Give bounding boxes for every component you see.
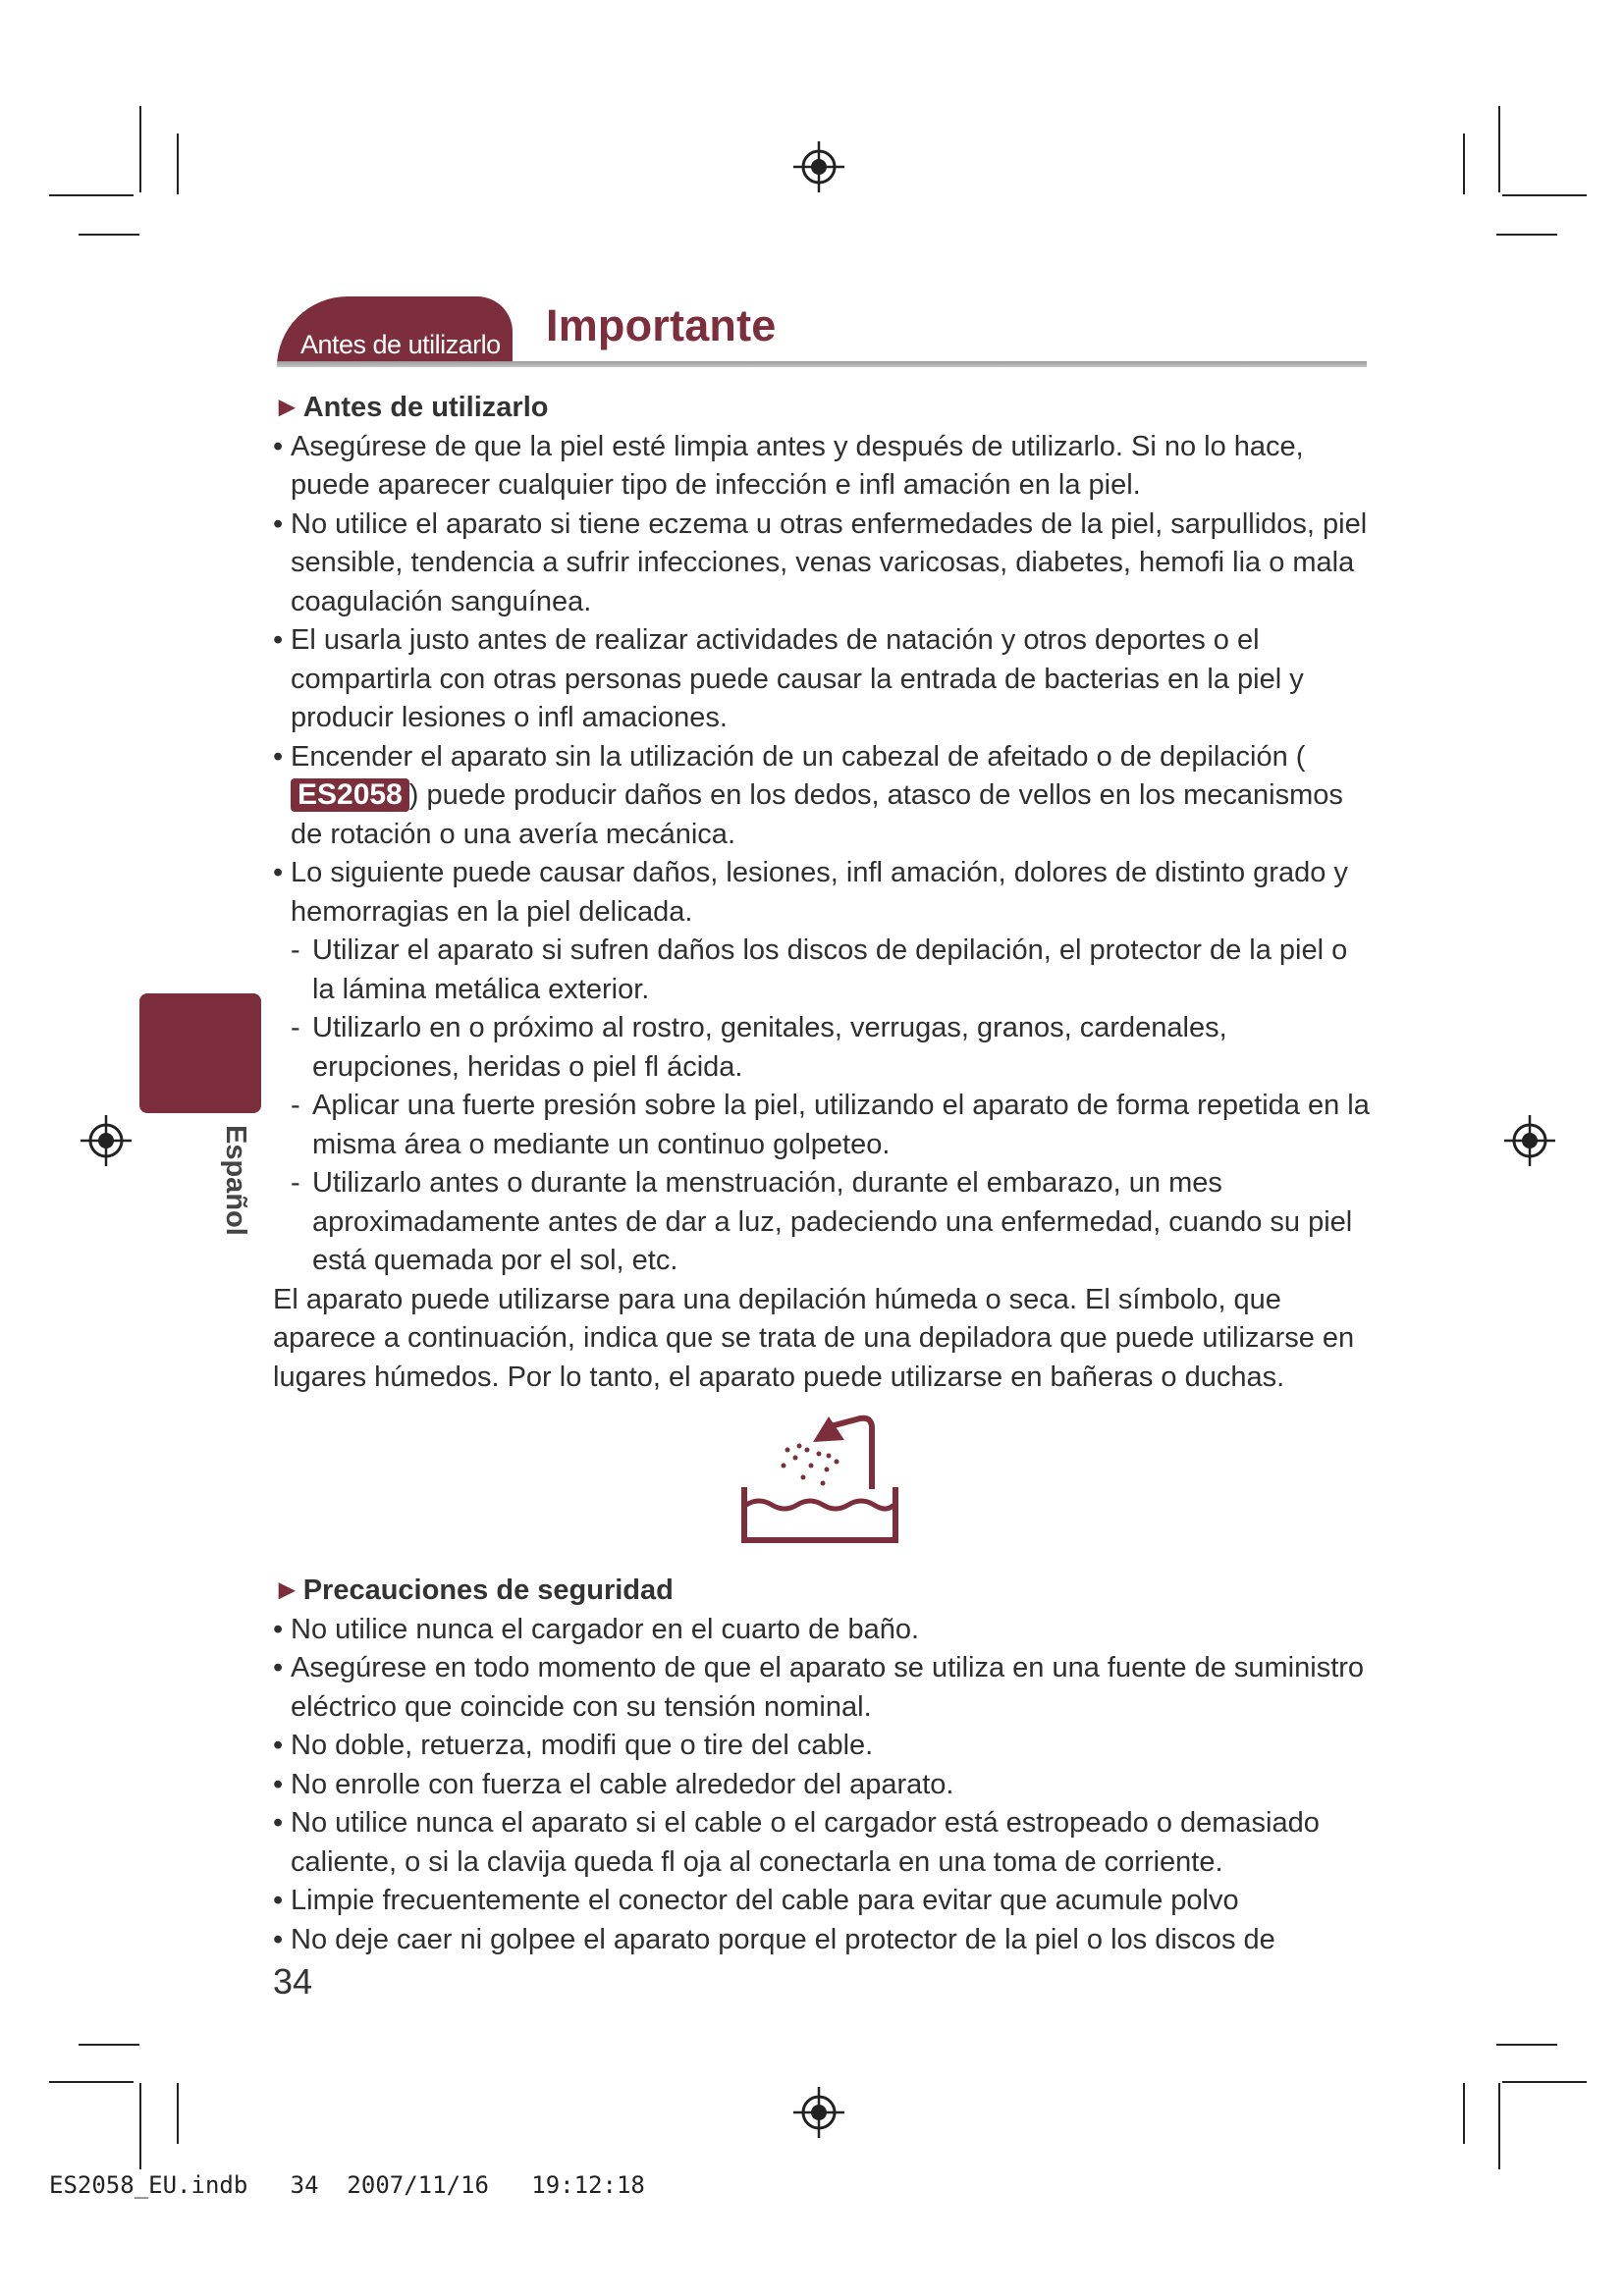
list-item: • Encender el aparato sin la utilización de un cabezal de afeitado o de depilación (ES2058 ) puede producir daños en los dedos, atasco de vellos en los mecanismos de rotación o una avería mecánica. — [273, 738, 1373, 855]
list-item: • Limpie frecuentemente el conector del cable para evitar que acumule polvo — [273, 1882, 1373, 1921]
crop-mark — [139, 2083, 141, 2169]
crop-mark — [1498, 2083, 1500, 2169]
language-label: Español — [220, 1125, 251, 1236]
list-item: • No utilice nunca el cargador en el cuarto de baño. — [273, 1611, 1373, 1650]
list-item: • Asegúrese de que la piel esté limpia antes y después de utilizarlo. Si no lo hace, puede aparecer cualquier tipo de infección e infl amación en la piel. — [273, 428, 1373, 506]
list-item: • No enrolle con fuerza el cable alrededor del aparato. — [273, 1766, 1373, 1805]
page-number: 34 — [273, 1961, 313, 2002]
list-item: • El usarla justo antes de realizar actividades de natación y otros deportes o el compartirla con otras personas puede causar la entrada de bacterias en la piel y producir lesiones o infl amaciones. — [273, 621, 1373, 738]
section-heading: ►Antes de utilizarlo — [273, 392, 549, 423]
language-tab — [139, 993, 261, 1113]
crop-mark — [1498, 106, 1500, 192]
crop-mark — [177, 2083, 179, 2144]
section-heading: ►Precauciones de seguridad — [273, 1575, 674, 1606]
list-item: • No doble, retuerza, modifi que o tire del cable. — [273, 1727, 1373, 1766]
list-item: • No utilice el aparato si tiene eczema u otras enfermedades de la piel, sarpullidos, piel sensible, tendencia a sufrir infecciones, venas varicosas, diabetes, hemofi lia o mala coagulación sanguínea. — [273, 506, 1373, 622]
list-item: • No deje caer ni golpee el aparato porque el protector de la piel o los discos de — [273, 1921, 1373, 1960]
triangle-bullet-icon: ► — [273, 1575, 301, 1606]
crop-mark — [49, 194, 134, 196]
sub-list-item: - Utilizarlo antes o durante la menstruación, durante el embarazo, un mes aproximadamente antes de dar a luz, padeciendo una enfermedad, cuando su piel está quemada por el sol, etc. — [273, 1164, 1373, 1281]
list-item: • No utilice nunca el aparato si el cable o el cargador está estropeado o demasiado caliente, o si la clavija queda fl oja al conectarla en una toma de corriente. — [273, 1804, 1373, 1882]
crop-mark — [1502, 194, 1587, 196]
crop-mark — [139, 106, 141, 192]
crop-mark — [1463, 133, 1465, 194]
shower-bath-icon — [734, 1411, 909, 1548]
crop-mark — [177, 133, 179, 194]
title-rule — [277, 361, 1367, 367]
sub-list-item: - Utilizarlo en o próximo al rostro, genitales, verrugas, granos, cardenales, erupciones, heridas o piel fl ácida. — [273, 1009, 1373, 1087]
registration-mark-icon — [1504, 1115, 1555, 1166]
registration-mark-icon — [793, 2087, 844, 2138]
section-tab-label: Antes de utilizarlo — [300, 330, 501, 359]
sub-list-item: - Utilizar el aparato si sufren daños los discos de depilación, el protector de la piel o la lámina metálica exterior. — [273, 932, 1373, 1009]
crop-mark — [79, 234, 139, 236]
model-badge: ES2058 — [291, 778, 409, 812]
shower-icon-container — [273, 1397, 1373, 1572]
crop-mark — [1502, 2081, 1587, 2083]
page-title: Importante — [546, 300, 777, 350]
crop-mark — [1463, 2083, 1465, 2144]
sub-list-item: - Aplicar una fuerte presión sobre la piel, utilizando el aparato de forma repetida en la misma área o mediante un continuo golpeteo. — [273, 1087, 1373, 1164]
crop-mark — [49, 2081, 134, 2083]
crop-mark — [79, 2044, 139, 2046]
paragraph: El aparato puede utilizarse para una depilación húmeda o seca. El símbolo, que aparece a continuación, indica que se trata de una depiladora que puede utilizarse en lugares húmedos. Por lo tanto, el aparato puede utilizarse en bañeras o duchas. — [273, 1283, 1355, 1393]
list-item: • Asegúrese en todo momento de que el aparato se utiliza en una fuente de suministro eléctrico que coincide con su tensión nominal. — [273, 1649, 1373, 1727]
main-content — [273, 389, 1373, 1959]
registration-mark-icon — [793, 141, 844, 192]
print-footer: ES2058_EU.indb 34 2007/11/16 19:12:18 — [49, 2171, 645, 2199]
triangle-bullet-icon: ► — [273, 392, 301, 423]
crop-mark — [1496, 234, 1557, 236]
registration-mark-icon — [81, 1115, 132, 1166]
list-item: • Lo siguiente puede causar daños, lesiones, infl amación, dolores de distinto grado y hemorragias en la piel delicada. — [273, 854, 1373, 932]
crop-mark — [1496, 2044, 1557, 2046]
